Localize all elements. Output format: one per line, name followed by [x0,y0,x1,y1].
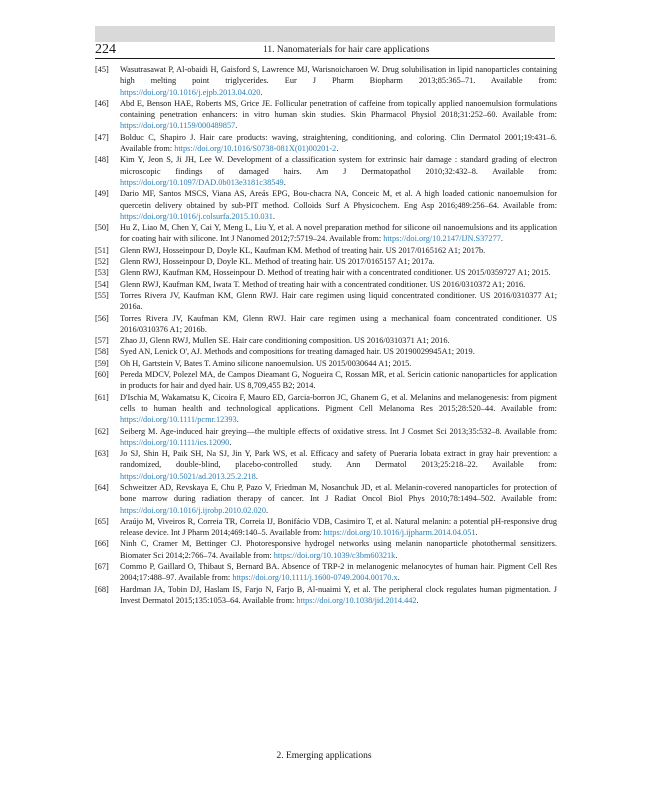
reference-number: [60] [95,370,109,380]
reference-text: Ninh C, Cramer M, Bettinger CJ. Photoresponsive hydrogel networks using melanin nanoparticle photothermal sensitizers. Biomater Sci 2014;2:766–74. Available from: [120,539,557,560]
reference-item [95,392,557,426]
reference-text: Glenn RWJ, Kaufman KM, Iwata T. Method of treating hair with a concentrated conditioner. US 2016/0310372 A1; 2016. [120,279,526,289]
chapter-title: 11. Nanomaterials for hair care applications [263,45,430,55]
reference-text: Syed AN, Lenick O', AJ. Methods and compositions for treating damaged hair. US 20190029945A1; 2019. [120,347,475,357]
reference-text: Dario MF, Santos MSCS, Viana AS, Areás EPG, Bou-chacra NA, Conceic M, et al. A high loaded cationic nanoemulsion for quercetin delivery obtained by sub-PIT method. Colloids Surf A Physicochem. Eng Asp 2016;489:256–64. Available from: [120,189,557,210]
reference-number: [51] [95,245,109,255]
reference-tail: . [500,234,503,244]
reference-number: [47] [95,132,109,142]
reference-number: [64] [95,482,109,492]
reference-tail: . [236,415,239,425]
reference-text: Hu Z, Liao M, Chen Y, Cai Y, Meng L, Liu Y, et al. A novel preparation method for silicone oil nanoemulsions and its application for coating hair with silicone. Int J Nanomed 2012;7:5719–24. Available from: [120,223,557,244]
reference-number: [52] [95,257,109,267]
reference-number: [48] [95,155,109,165]
reference-number: [54] [95,279,109,289]
reference-text: Glenn RWJ, Kaufman KM, Hosseinpour D. Method of treating hair with a concentrated conditioner. US 2015/0359727 A1; 2015. [120,268,551,278]
reference-item [95,64,557,98]
page-number: 224 [95,42,116,57]
reference-item [95,369,557,392]
reference-item [95,132,557,155]
reference-text: Schweitzer AD, Revskaya E, Chu P, Pazo V, Friedman M, Nosanchuk JD, et al. Melanin-covered nanoparticles for protection of bone marrow during radiation therapy of cancer. Int J Radiat Oncol Biol Phys 2010;78:1494–502. Available from: [120,482,557,504]
reference-number: [57] [95,336,109,346]
reference-number: [66] [95,539,109,549]
reference-tail: . [229,437,232,447]
reference-text: Torres Rivera JV, Kaufman KM, Glenn RWJ. Hair care regimen using liquid concentrated conditioner. US 2016/0310377 A1; 2016a. [120,290,557,312]
reference-doi-link[interactable]: https://doi.org/10.1016/S0738-081X(01)00201-2 [174,144,337,154]
reference-doi-link[interactable]: https://doi.org/10.1038/jid.2014.442 [296,595,417,605]
reference-tail: . [336,144,339,154]
reference-text: Commo P, Gaillard O, Thibaut S, Bernard BA. Absence of TRP-2 in melanogenic melanocytes of human hair. Pigment Cell Res 2004;17:488–97. Available from: [120,562,557,583]
reference-item [95,290,557,313]
reference-item [95,448,557,482]
reference-text: Jo SJ, Shin H, Paik SH, Na SJ, Jin Y, Park WS, et al. Efficacy and safety of Pueraria lobata extract in gray hair prevention: a randomized, double-blind, placebo-controlled study. Ann Dermatol 2013;25:218–22. Available from: [120,449,557,470]
reference-tail: . [397,573,400,583]
reference-number: [67] [95,562,109,572]
reference-tail: . [475,528,478,538]
reference-item [95,584,557,607]
footer-section-title: 2. Emerging applications [276,751,372,761]
reference-doi-link[interactable]: https://doi.org/10.1016/j.ijrobp.2010.02.020 [120,505,266,515]
reference-number: [56] [95,313,109,323]
reference-item [95,188,557,222]
reference-tail: . [272,211,275,221]
reference-item [95,98,557,132]
reference-doi-link[interactable]: https://doi.org/10.1097/DAD.0b013e3181c38549 [120,177,284,187]
reference-doi-link[interactable]: https://doi.org/10.1111/pcmr.12393 [120,415,237,425]
reference-text: Kim Y, Jeon S, Ji JH, Lee W. Development of a classification system for extrinsic hair damage : standard grading of electron microscopic findings of damaged hairs. Am J Dermatopathol 2010;32:432–8. Available from: [120,155,557,176]
reference-text: Hardman JA, Tobin DJ, Haslam IS, Farjo N, Farjo B, Al-nuaimi Y, et al. The peripheral clock regulates human pigmentation. J Invest Dermatol 2015;135:1053–64. Available from: [120,584,557,605]
reference-item [95,313,557,336]
reference-doi-link[interactable]: https://doi.org/10.1111/j.1600-0749.2004.00170.x [232,573,398,583]
reference-text: Zhao JJ, Glenn RWJ, Mullen SE. Hair care conditioning composition. US 2016/0310371 A1; 2016. [120,336,450,346]
reference-tail: . [265,505,269,515]
reference-tail: . [283,177,286,187]
reference-number: [50] [95,223,109,233]
reference-tail: . [395,550,398,560]
reference-text: Torres Rivera JV, Kaufman KM, Glenn RWJ. Hair care regimen using a mechanical foam concentrated conditioner. US 2016/0310376 A1; 2016b. [120,313,557,334]
reference-doi-link[interactable]: https://doi.org/10.2147/IJN.S37277 [383,234,501,244]
reference-text: Araújo M, Viveiros R, Correia TR, Correia IJ, Bonifácio VDB, Casimiro T, et al. Natural melanin: a potential pH-responsive drug release device. Int J Pharm 2014;469:140–5. Available from: [120,516,557,538]
reference-doi-link[interactable]: https://doi.org/10.1159/000489857 [120,121,236,131]
reference-number: [58] [95,347,109,357]
reference-tail: . [255,471,258,481]
reference-text: Abd E, Benson HAE, Roberts MS, Grice JE. Follicular penetration of caffeine from topically applied nanoemulsion formulations containing penetration enhancers: in vitro human skin studies. Skin Pharmacol Physiol 2018;31:252–60. Available from: [120,98,557,120]
reference-item [95,561,557,584]
reference-item [95,279,557,290]
reference-item [95,154,557,188]
reference-tail: . [260,87,263,97]
reference-text: Glenn RWJ, Hosseinpour D, Doyle KL. Method of treating hair. US 2017/0165157 A1; 2017a. [120,257,435,267]
reference-text: Wasutrasawat P, Al-obaidi H, Gaisford S, Lawrence MJ, Warisnoicharoen W. Drug solubilisation in lipid nanoparticles containing high melting point triglycerides. Eur J Pharm Biopharm 2013;85:365–71. Available from: [120,65,557,86]
header-rule [95,58,555,59]
reference-item [95,482,557,516]
reference-doi-link[interactable]: https://doi.org/10.1111/ics.12090 [120,437,230,447]
reference-number: [59] [95,358,109,368]
reference-item [95,538,557,561]
reference-number: [63] [95,449,109,459]
reference-text: Glenn RWJ, Hosseinpour D, Doyle KL, Kaufman KM. Method of treating hair. US 2017/0165162 A1; 2017b. [120,245,486,255]
reference-text: Bolduc C, Shapiro J. Hair care products: waving, straightening, conditioning, and coloring. Clin Dermatol 2001;19:431–6. Available from: [120,132,557,154]
reference-tail: . [235,121,238,131]
reference-doi-link[interactable]: https://doi.org/10.1016/j.ijpharm.2014.04.051 [323,528,476,538]
reference-item [95,426,557,449]
reference-item [95,267,557,278]
reference-number: [45] [95,65,109,74]
reference-text: D'Ischia M, Wakamatsu K, Cicoira F, Mauro ED, Garcia-borron JC, Ghanem G, et al. Melanins and melanogenesis: from pigment cells to human health and technological applications. Pigment Cell Melanoma Res 2015;28:520–44. Available from: [120,392,557,413]
reference-tail: . [416,595,419,605]
reference-item [95,222,557,245]
reference-number: [49] [95,189,109,199]
reference-doi-link[interactable]: https://doi.org/10.5021/ad.2013.25.2.218 [120,471,256,481]
reference-item [95,346,557,357]
reference-item [95,256,557,267]
reference-list [95,64,557,606]
reference-number: [65] [95,516,109,526]
reference-number: [61] [95,392,109,402]
reference-doi-link[interactable]: https://doi.org/10.1039/c3bm60321k [273,550,396,560]
reference-item [95,245,557,256]
reference-text: Oh H, Gartstein V, Bates T. Amino silicone nanoemulsion. US 2015/0030644 A1; 2015. [120,358,412,368]
reference-item [95,335,557,346]
reference-item [95,516,557,539]
reference-number: [46] [95,98,109,108]
reference-doi-link[interactable]: https://doi.org/10.1016/j.ejpb.2013.04.020 [120,87,261,97]
reference-doi-link[interactable]: https://doi.org/10.1016/j.colsurfa.2015.10.031 [120,211,273,221]
reference-text: Pereda MDCV, Polezel MA, de Campos Dieamant G, Nogueira C, Rossan MR, et al. Sericin cationic nanoparticles for application in products for hair and dyed hair. US 8,709,455 B2; 2014. [120,370,557,391]
reference-number: [55] [95,290,109,300]
header-band [95,26,555,42]
reference-text: Seiberg M. Age-induced hair greying—the multiple effects of oxidative stress. Int J Cosmet Sci 2013;35:532–8. Available from: [120,426,557,436]
reference-number: [62] [95,426,109,436]
reference-item [95,358,557,369]
reference-number: [53] [95,268,109,278]
running-header [95,42,555,58]
reference-number: [68] [95,584,109,594]
